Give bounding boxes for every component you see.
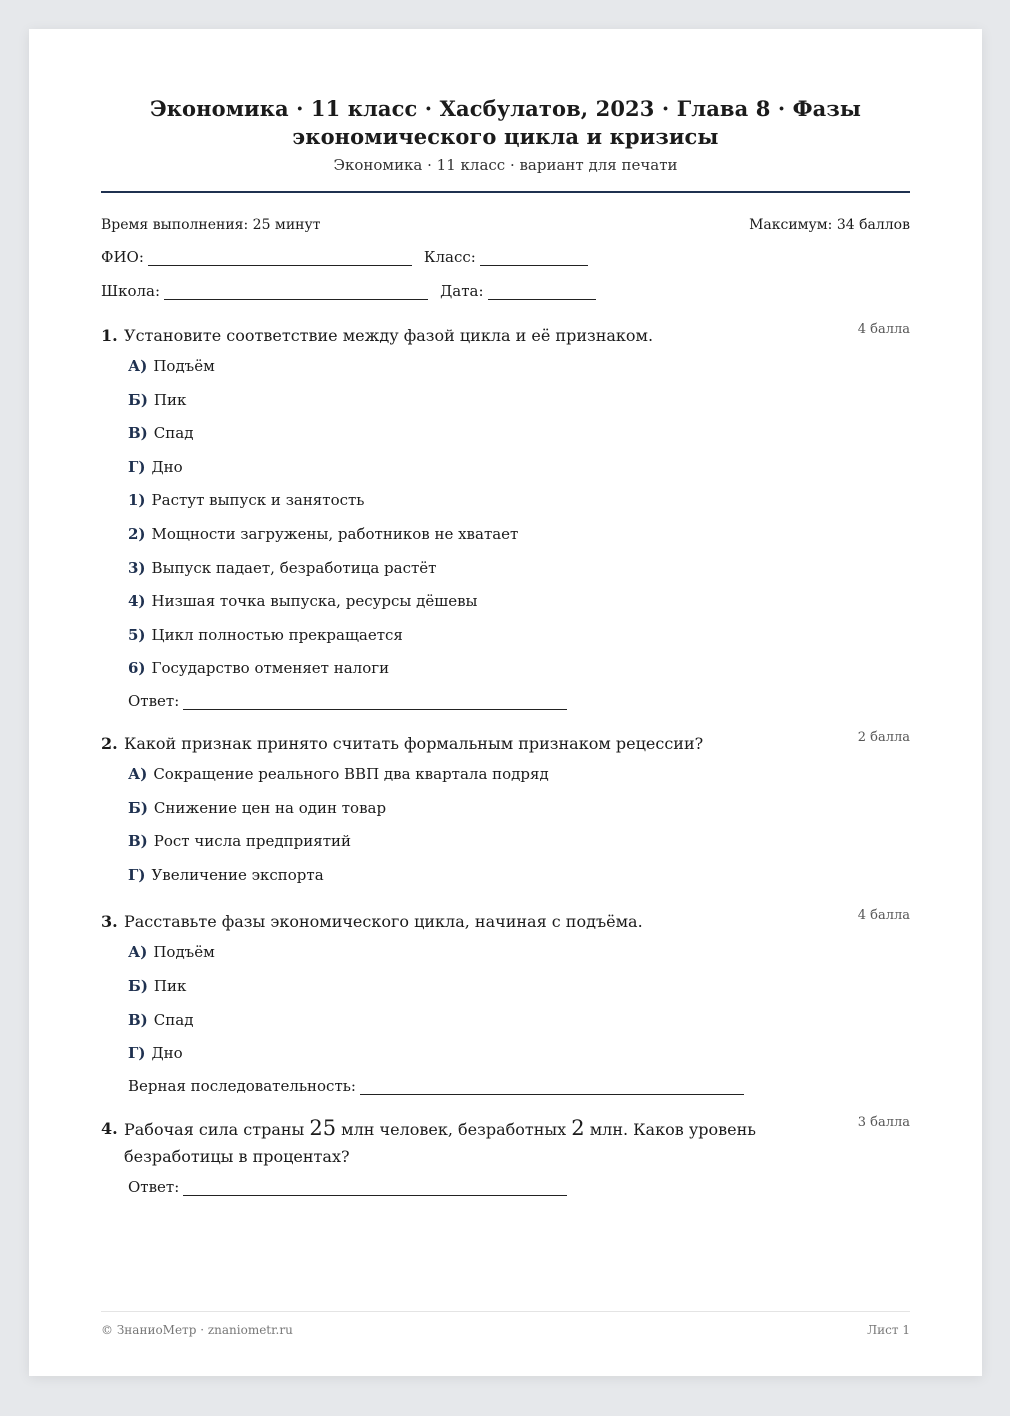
option-mark: 6): [128, 659, 146, 678]
option-text: Дно: [151, 1044, 183, 1063]
option-mark: В): [128, 1010, 148, 1029]
option-mark: В): [128, 424, 148, 443]
option-item: [128, 941, 910, 975]
option-item: [128, 1009, 910, 1043]
question-number: 2.: [101, 733, 118, 753]
exam-meta: [101, 217, 910, 233]
question-number: 1.: [101, 326, 118, 345]
date-label: Дата:: [440, 282, 484, 300]
option-mark: А): [128, 357, 148, 375]
option-text: Выпуск падает, безработица растёт: [151, 558, 437, 577]
option-item: [128, 422, 910, 456]
class-label: Класс:: [423, 248, 476, 266]
question-text: Расставьте фазы экономического цикла, начиная с подъёма.: [124, 912, 643, 932]
answer-input-line[interactable]: [360, 1078, 744, 1095]
question-points: 2 балла: [857, 729, 910, 745]
question-points: 4 балла: [857, 908, 910, 924]
header-divider: [101, 191, 910, 193]
question-number: 3.: [101, 912, 118, 932]
question-number: 4.: [101, 1118, 118, 1138]
option-item: [128, 590, 910, 624]
option-mark: Б): [128, 798, 148, 817]
answer-label: Верная последовательность:: [128, 1076, 356, 1095]
option-text: Увеличение экспорта: [151, 865, 324, 884]
option-text: Пик: [153, 390, 187, 409]
question-text: Установите соответствие между фазой цикла и её признаком.: [124, 326, 654, 345]
option-item[interactable]: [128, 864, 910, 898]
option-text: Растут выпуск и занятость: [151, 491, 365, 510]
option-mark: В): [128, 832, 148, 851]
question-text: Какой признак принято считать формальным признаком рецессии?: [124, 733, 704, 753]
answer-input-line[interactable]: [183, 1179, 567, 1196]
question-text: Рабочая сила страны 25 млн человек, безработных 2 млн. Каков уровень безработицы в процентах?: [124, 1115, 756, 1166]
date-input-line[interactable]: [488, 283, 596, 300]
time-limit: Время выполнения: 25 минут: [101, 217, 321, 233]
option-item[interactable]: [128, 830, 910, 864]
option-mark: 3): [128, 558, 146, 577]
question-3: [101, 908, 910, 1094]
answer-row: [128, 1077, 910, 1095]
question-points: 4 балла: [857, 322, 910, 337]
option-mark: 1): [128, 491, 146, 510]
option-text: Низшая точка выпуска, ресурсы дёшевы: [151, 592, 478, 611]
option-item: [128, 657, 910, 691]
option-text: Спад: [153, 1010, 194, 1029]
fio-label: ФИО:: [101, 248, 144, 266]
option-text: Пик: [153, 976, 187, 995]
option-item: [128, 456, 910, 490]
question-2: [101, 730, 910, 897]
option-item: [128, 624, 910, 658]
option-text: Дно: [151, 457, 183, 476]
answer-row: [128, 1178, 910, 1196]
student-fields: [101, 244, 910, 300]
option-text: Подъём: [153, 943, 215, 962]
question-4: [101, 1115, 910, 1196]
answer-label: Ответ:: [128, 691, 180, 710]
option-item: [128, 975, 910, 1009]
worksheet-page: [29, 29, 982, 1376]
option-item: [128, 355, 910, 389]
option-mark: А): [128, 943, 148, 962]
page-footer: [101, 1311, 910, 1337]
question-1: [101, 322, 910, 710]
class-input-line[interactable]: [480, 249, 588, 266]
question-points: 3 балла: [857, 1114, 910, 1130]
option-text: Сокращение реального ВВП два квартала подряд: [153, 764, 549, 783]
option-mark: Г): [128, 1044, 146, 1063]
option-text: Мощности загружены, работников не хватает: [151, 524, 519, 543]
school-input-line[interactable]: [164, 283, 428, 300]
option-item: [128, 523, 910, 557]
unemployed-number: 2: [571, 1115, 585, 1140]
option-mark: 2): [128, 524, 146, 543]
options-list: [128, 941, 910, 1075]
answer-input-line[interactable]: [183, 693, 567, 710]
option-item: [128, 557, 910, 591]
answer-row: [128, 692, 910, 710]
max-score: Максимум: 34 баллов: [749, 217, 910, 233]
option-text: Цикл полностью прекращается: [151, 625, 403, 644]
option-mark: 4): [128, 592, 146, 611]
answer-label: Ответ:: [128, 1177, 180, 1196]
option-text: Снижение цен на один товар: [153, 798, 387, 817]
option-mark: 5): [128, 625, 146, 644]
option-item: [128, 489, 910, 523]
page-subtitle: Экономика · 11 класс · вариант для печати: [333, 156, 678, 174]
option-mark: Б): [128, 390, 148, 409]
footer-copyright: © ЗнаниоМетр · znaniometr.ru: [101, 1323, 293, 1337]
option-item: [128, 1042, 910, 1076]
option-item: [128, 389, 910, 423]
option-mark: Г): [128, 865, 146, 884]
page-title: Экономика · 11 класс · Хасбулатов, 2023 · Глава 8 · Фазы экономического цикла и кризисы: [149, 96, 862, 149]
option-text: Спад: [153, 424, 194, 443]
options-list: [128, 355, 910, 691]
fio-input-line[interactable]: [148, 249, 412, 266]
option-mark: Г): [128, 457, 146, 476]
footer-sheet-number: Лист 1: [867, 1323, 910, 1337]
option-mark: Б): [128, 976, 148, 995]
labor-force-number: 25: [309, 1115, 337, 1140]
school-label: Школа:: [101, 282, 161, 300]
option-mark: А): [128, 764, 148, 783]
option-text: Рост числа предприятий: [153, 832, 351, 851]
options-list: [128, 763, 910, 897]
option-item[interactable]: [128, 763, 910, 797]
option-item[interactable]: [128, 797, 910, 831]
option-text: Государство отменяет налоги: [151, 659, 390, 678]
option-text: Подъём: [153, 357, 215, 375]
